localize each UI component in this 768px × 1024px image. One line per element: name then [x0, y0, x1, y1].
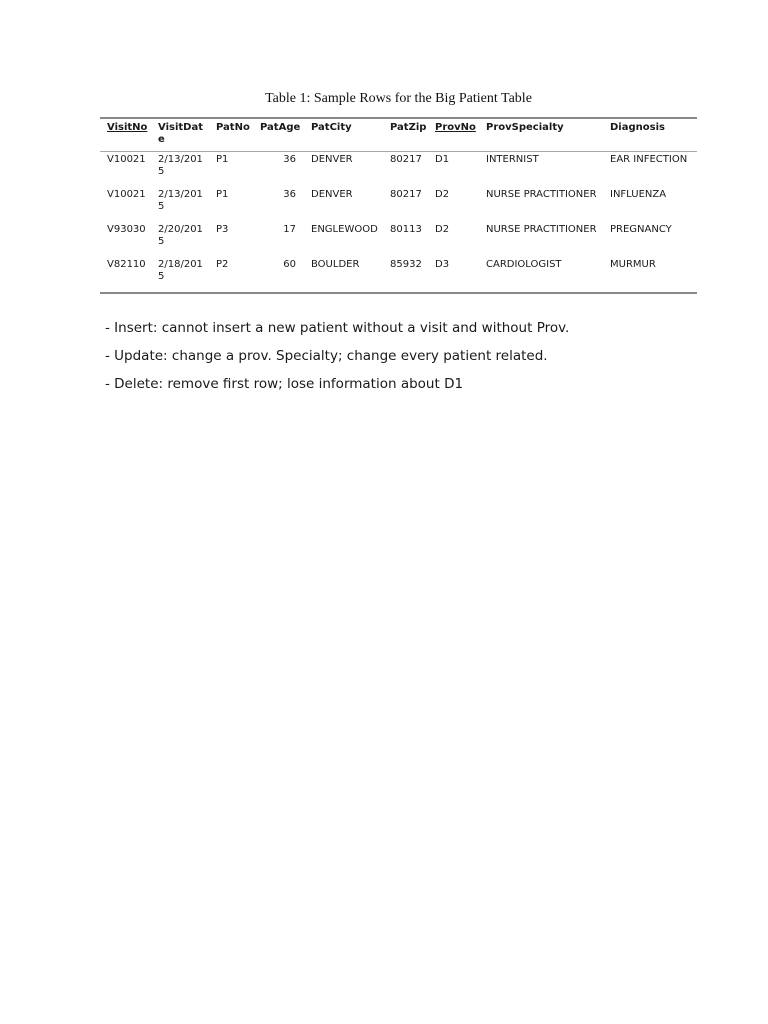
patient-table	[100, 119, 697, 292]
cell-visitno: V10021	[107, 189, 146, 200]
header-visitno: VisitNo	[100, 119, 151, 152]
cell-provspecialty: CARDIOLOGIST	[486, 259, 562, 270]
table-row	[100, 257, 697, 292]
cell-provno: D3	[435, 259, 450, 270]
cell-patage: 36	[283, 189, 296, 200]
cell-patage: 36	[283, 154, 296, 165]
cell-patzip: 85932	[390, 259, 422, 270]
cell-patzip: 80217	[390, 154, 422, 165]
cell-provno: D2	[435, 224, 450, 235]
cell-diagnosis: MURMUR	[610, 259, 656, 270]
header-patage: PatAge	[253, 119, 304, 152]
table-header-row	[100, 119, 697, 152]
cell-patzip: 80113	[390, 224, 422, 235]
note-insert: - Insert: cannot insert a new patient without a visit and without Prov.	[105, 320, 570, 336]
cell-patcity: DENVER	[311, 154, 353, 165]
cell-visitdate: 2/18/2015	[158, 259, 203, 282]
table-row	[100, 187, 697, 222]
cell-diagnosis: EAR INFECTION	[610, 154, 688, 165]
cell-provno: D1	[435, 154, 450, 165]
header-provno: ProvNo	[428, 119, 479, 152]
table-caption: Table 1: Sample Rows for the Big Patient Table	[265, 91, 532, 106]
cell-patno: P3	[216, 224, 229, 235]
cell-visitno: V10021	[107, 154, 146, 165]
cell-patcity: DENVER	[311, 189, 353, 200]
cell-patcity: ENGLEWOOD	[311, 224, 378, 235]
cell-visitdate: 2/13/2015	[158, 154, 203, 177]
cell-patno: P1	[216, 154, 229, 165]
cell-patcity: BOULDER	[311, 259, 360, 270]
cell-diagnosis: INFLUENZA	[610, 189, 667, 200]
header-patcity: PatCity	[304, 119, 383, 152]
cell-provspecialty: NURSE PRACTITIONER	[486, 224, 597, 235]
table-row	[100, 152, 697, 188]
note-delete: - Delete: remove first row; lose information about D1	[105, 376, 464, 392]
header-visitdate: VisitDate	[151, 119, 209, 152]
cell-provspecialty: NURSE PRACTITIONER	[486, 189, 597, 200]
table-row	[100, 222, 697, 257]
header-patzip: PatZip	[383, 119, 428, 152]
header-provspecialty: ProvSpecialty	[479, 119, 603, 152]
cell-provno: D2	[435, 189, 450, 200]
cell-visitno: V82110	[107, 259, 146, 270]
header-diagnosis: Diagnosis	[603, 119, 697, 152]
cell-patzip: 80217	[390, 189, 422, 200]
cell-patage: 60	[283, 259, 296, 270]
patient-table-container	[100, 117, 697, 294]
cell-patage: 17	[283, 224, 296, 235]
cell-visitdate: 2/20/2015	[158, 224, 203, 247]
cell-visitdate: 2/13/2015	[158, 189, 203, 212]
cell-patno: P1	[216, 189, 229, 200]
cell-visitno: V93030	[107, 224, 146, 235]
note-update: - Update: change a prov. Specialty; change every patient related.	[105, 348, 548, 364]
cell-diagnosis: PREGNANCY	[610, 224, 672, 235]
anomaly-notes	[105, 318, 725, 402]
cell-provspecialty: INTERNIST	[486, 154, 539, 165]
header-patno: PatNo	[209, 119, 253, 152]
cell-patno: P2	[216, 259, 229, 270]
